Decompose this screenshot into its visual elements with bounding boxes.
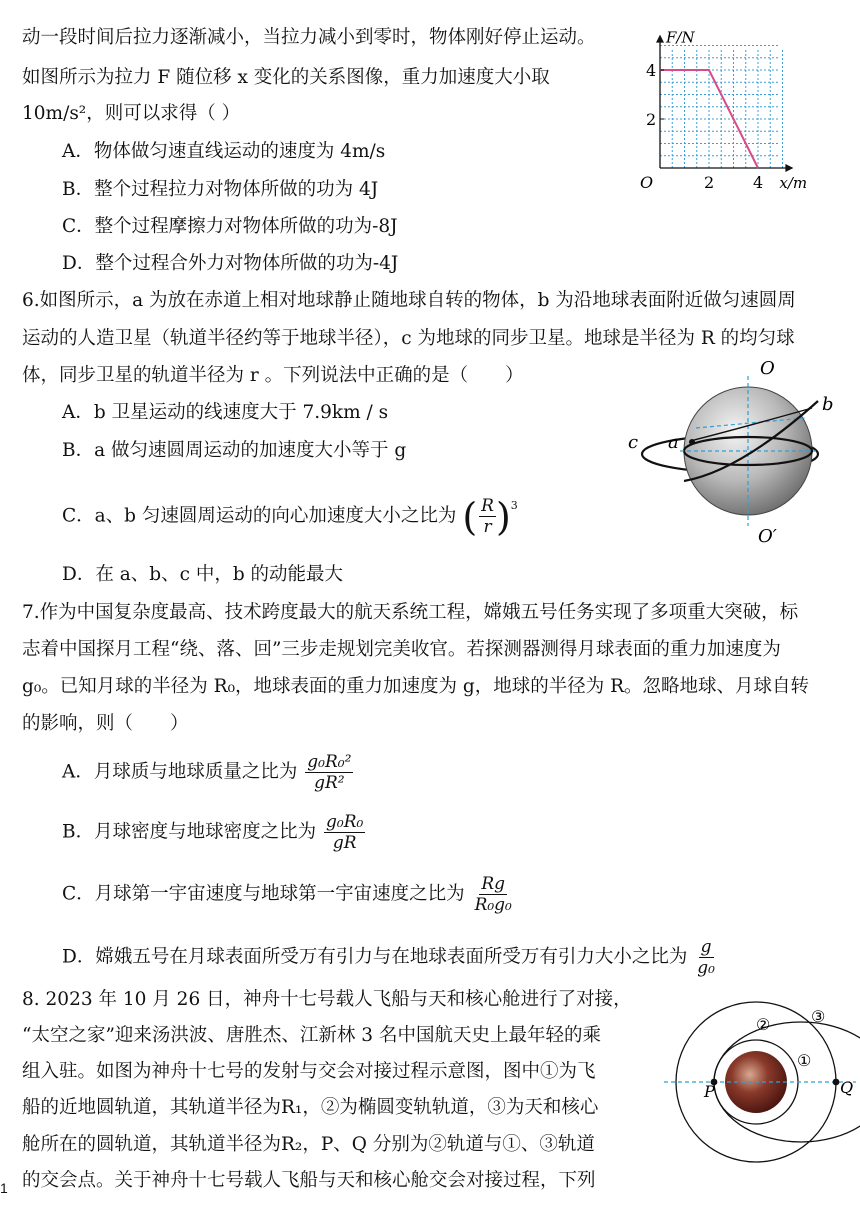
q6-option-b: B．a 做匀速圆周运动的加速度大小等于 g: [62, 440, 407, 461]
x-tick-label: 2: [704, 173, 715, 192]
q6-option-c-text: C．a、b 匀速圆周运动的向心加速度大小之比为: [62, 505, 457, 527]
q7-option-c-text: C．月球第一宇宙速度与地球第一宇宙速度之比为: [62, 883, 465, 905]
q5-line-1: 动一段时间后拉力逐渐减小，当拉力减小到零时，物体刚好停止运动。: [22, 27, 596, 48]
q7-option-c: [62, 874, 514, 915]
q5-option-d: D．整个过程合外力对物体所做的功为-4J: [62, 253, 399, 274]
q8-line-5: 舱所在的圆轨道，其轨道半径为R₂，P、Q 分别为②轨道与①、③轨道: [22, 1134, 595, 1155]
q8-line-3: 组入驻。如图为神舟十七号的发射与交会对接过程示意图，图中①为飞: [22, 1061, 596, 1082]
a-numerator: g₀R₀²: [307, 752, 352, 772]
orbit-3-label: ③: [811, 1007, 826, 1026]
y-tick-label: 4: [646, 61, 657, 80]
earth-orbits-figure: [620, 356, 840, 546]
a-denominator: gR²: [314, 773, 345, 793]
axis-bottom-label: O′: [758, 526, 777, 546]
c-denominator: R₀g₀: [474, 895, 512, 915]
q7-option-a: [62, 752, 353, 793]
point-p-label: P: [704, 1082, 715, 1101]
q6-option-a: A．b 卫星运动的线速度大于 7.9km / s: [62, 402, 389, 423]
d-numerator: g: [700, 937, 712, 957]
force-displacement-chart: [636, 14, 856, 196]
q5-option-b: B．整个过程拉力对物体所做的功为 4J: [62, 179, 379, 200]
q5-option-c: C．整个过程摩擦力对物体所做的功为-8J: [62, 216, 398, 237]
y-axis-arrow: [656, 35, 664, 43]
x-axis-label: x/m: [779, 174, 808, 192]
q7-line-3: g₀。已知月球的半径为 R₀，地球表面的重力加速度为 g，地球的半径为 R。忽略地球、月球自转: [22, 676, 810, 697]
d-denominator: g₀: [697, 958, 715, 978]
b-numerator: g₀R₀: [326, 812, 364, 832]
orbit-1-label: ①: [797, 1051, 812, 1070]
orbit-transfer-figure: [664, 1000, 860, 1170]
point-q-label: Q: [840, 1078, 854, 1097]
x-tick-label: 4: [753, 173, 764, 192]
q8-line-2: “太空之家”迎来汤洪波、唐胜杰、江新林 3 名中国航天史上最年轻的乘: [22, 1025, 601, 1046]
q6-line-3: 体，同步卫星的轨道半径为 r 。下列说法中正确的是（ ）: [22, 365, 524, 386]
c-numerator: Rg: [481, 874, 506, 894]
q7-option-b-text: B．月球密度与地球密度之比为: [62, 821, 317, 843]
axis-top-label: O: [760, 358, 775, 379]
q7-line-2: 志着中国探月工程“绕、落、回”三步走规划完美收官。若探测器测得月球表面的重力加速度为: [22, 639, 781, 660]
q7-option-d: [62, 937, 717, 978]
b-denominator: gR: [332, 833, 357, 853]
q5-line-3: 10m/s²，则可以求得（ ）: [22, 103, 241, 124]
q6-line-1: 6.如图所示，a 为放在赤道上相对地球静止随地球自转的物体，b 为沿地球表面附近做匀速圆周: [22, 290, 796, 311]
q7-line-1: 7.作为中国复杂度最高、技术跨度最大的航天系统工程，嫦娥五号任务实现了多项重大突破，标: [22, 602, 799, 623]
q8-line-1: 8. 2023 年 10 月 26 日，神舟十七号载人飞船与天和核心舱进行了对接，: [22, 989, 632, 1010]
ratio-denominator: r: [483, 517, 492, 537]
satellite-c-label: c: [628, 432, 639, 453]
q6-option-d: D．在 a、b、c 中，b 的动能最大: [62, 564, 344, 585]
q5-line-2: 如图所示为拉力 F 随位移 x 变化的关系图像，重力加速度大小取: [22, 67, 550, 88]
ratio-numerator: R: [481, 496, 494, 516]
q7-line-4: 的影响，则（ ）: [22, 713, 189, 734]
q7-option-d-text: D．嫦娥五号在月球表面所受万有引力与在地球表面所受万有引力大小之比为: [62, 946, 688, 968]
y-tick-label: 2: [646, 110, 657, 129]
satellite-b-label: b: [822, 394, 834, 415]
q6-line-2: 运动的人造卫星（轨道半径约等于地球半径），c 为地球的同步卫星。地球是半径为 R 的均匀球: [22, 328, 795, 349]
q5-option-a: A．物体做匀速直线运动的速度为 4m/s: [62, 141, 386, 162]
page-number: 1: [0, 1180, 8, 1196]
x-axis-arrow: [785, 164, 793, 172]
q8-line-6: 的交会点。关于神舟十七号载人飞船与天和核心舱交会对接过程，下列: [22, 1170, 596, 1191]
q7-option-b: [62, 812, 365, 853]
orbit-2-label: ②: [756, 1015, 771, 1034]
object-a-label: a: [668, 432, 679, 453]
ratio-exponent: 3: [510, 499, 518, 512]
q6-option-c: [62, 496, 518, 537]
origin-label: O: [640, 173, 654, 192]
q8-line-4: 船的近地圆轨道，其轨道半径为R₁，②为椭圆变轨轨道，③为天和核心: [22, 1097, 599, 1118]
q6-option-c-ratio: ( $\frac{R}{r}$ ) 3: [462, 496, 517, 537]
q7-option-a-text: A．月球质与地球质量之比为: [62, 761, 298, 783]
y-axis-label: F/N: [666, 28, 695, 47]
